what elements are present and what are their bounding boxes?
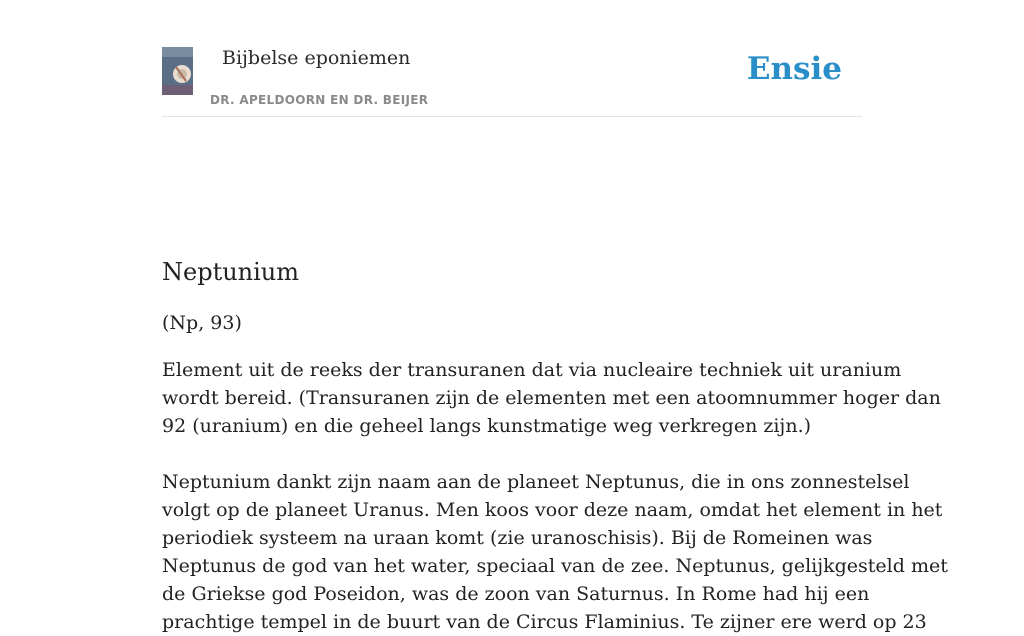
- paragraph-etymology: [162, 468, 948, 636]
- book-cover-icon[interactable]: [162, 47, 193, 95]
- site-logo[interactable]: Ensie: [746, 51, 842, 87]
- header: [162, 0, 862, 117]
- paragraph-line: Neptunium dankt zijn naam aan de planeet Neptunus, die in ons zonnestelsel: [162, 471, 910, 493]
- book-title[interactable]: Bijbelse eponiemen: [222, 47, 411, 69]
- paragraph-line: periodiek systeem na uraan komt (zie uranoschisis). Bij de Romeinen was: [162, 527, 873, 549]
- paragraph-line: volgt op de planeet Uranus. Men koos voor deze naam, omdat het element in het: [162, 499, 943, 521]
- book-authors[interactable]: DR. APELDOORN EN DR. BEIJER: [210, 93, 429, 107]
- paragraph-line: 92 (uranium) en die geheel langs kunstmatige weg verkregen zijn.): [162, 415, 812, 437]
- paragraph-line: Element uit de reeks der transuranen dat via nucleaire techniek uit uranium: [162, 359, 902, 381]
- book-cover-graphic: [162, 47, 193, 95]
- element-symbol: (Np, 93): [162, 312, 242, 334]
- paragraph-definition: [162, 356, 941, 440]
- paragraph-line: de Griekse god Poseidon, was de zoon van Saturnus. In Rome had hij een: [162, 583, 870, 605]
- paragraph-line: Neptunus de god van het water, speciaal van de zee. Neptunus, gelijkgesteld met: [162, 555, 948, 577]
- entry-title: Neptunium: [162, 258, 300, 286]
- paragraph-line: prachtige tempel in de buurt van de Circus Flaminius. Te zijner ere werd op 23: [162, 611, 927, 633]
- page-container: [162, 0, 948, 633]
- paragraph-line: wordt bereid. (Transuranen zijn de elementen met een atoomnummer hoger dan: [162, 387, 941, 409]
